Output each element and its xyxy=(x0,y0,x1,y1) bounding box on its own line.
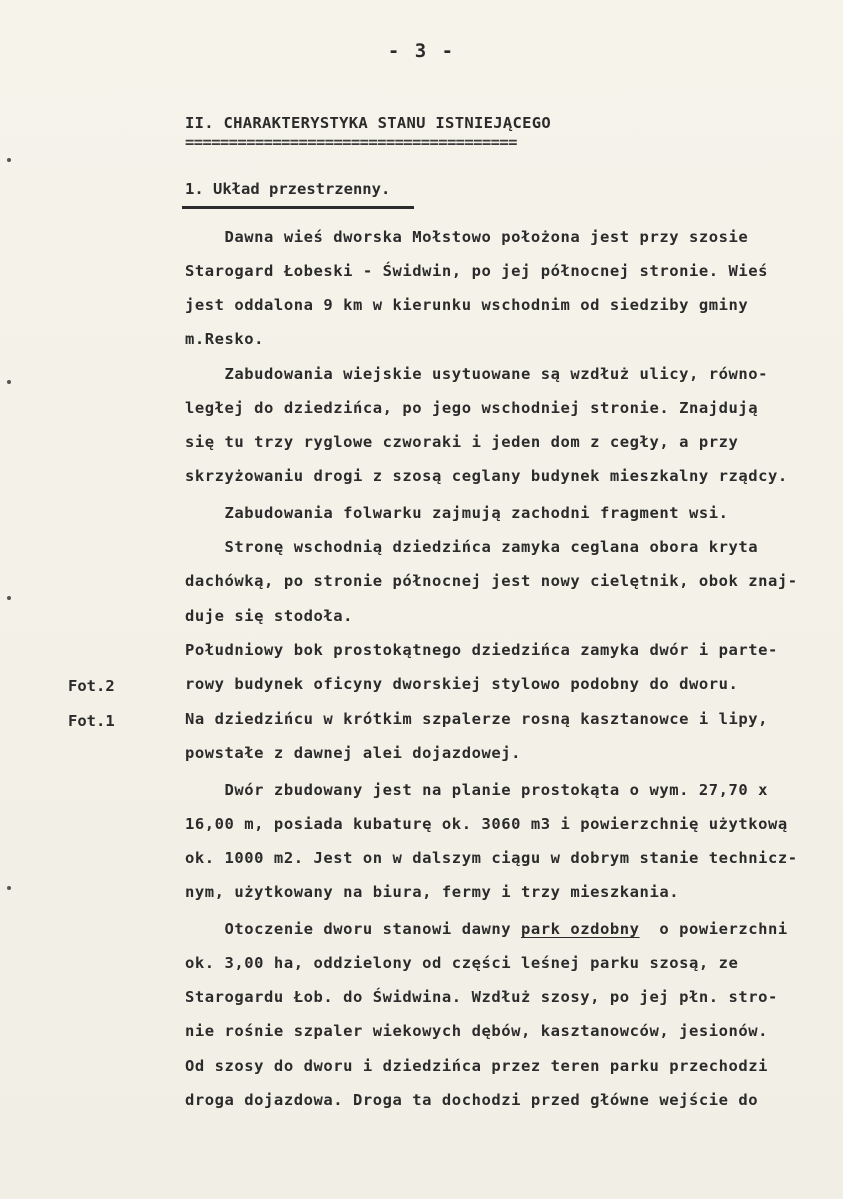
text-line: 16,00 m, posiada kubaturę ok. 3060 m3 i powierzchnię użytkową xyxy=(185,815,788,833)
text-line: skrzyżowaniu drogi z szosą ceglany budynek mieszkalny rządcy. xyxy=(185,467,788,485)
text-line: rowy budynek oficyny dworskiej stylowo podobny do dworu. xyxy=(185,675,739,693)
text-line: Zabudowania wiejskie usytuowane są wzdłuż ulicy, równo- xyxy=(185,365,769,383)
text-line: droga dojazdowa. Droga ta dochodzi przed główne wejście do xyxy=(185,1091,759,1109)
binding-hole-mark xyxy=(7,886,11,890)
text-line: powstałe z dawnej alei dojazdowej. xyxy=(185,744,521,762)
text-line: Od szosy do dworu i dziedzińca przez teren parku przechodzi xyxy=(185,1057,769,1075)
text-line xyxy=(185,919,825,939)
heading-double-rule: ====================================== xyxy=(185,133,517,151)
text-line: nym, użytkowany na biura, fermy i trzy mieszkania. xyxy=(185,883,680,901)
text-line: Dawna wieś dworska Mołstowo położona jest przy szosie xyxy=(185,228,749,246)
text-line: dachówką, po stronie północnej jest nowy cielętnik, obok znaj- xyxy=(185,572,798,590)
text-line: ok. 1000 m2. Jest on w dalszym ciągu w dobrym stanie technicz- xyxy=(185,849,798,867)
text-line: ok. 3,00 ha, oddzielony od części leśnej parku szosą, ze xyxy=(185,954,739,972)
text-line: nie rośnie szpaler wiekowych dębów, kasztanowców, jesionów. xyxy=(185,1022,769,1040)
margin-note-fot1: Fot.1 xyxy=(68,712,115,730)
text-line: Starogard Łobeski - Świdwin, po jej północnej stronie. Wieś xyxy=(185,262,769,280)
text-line: Starogardu Łob. do Świdwina. Wzdłuż szosy, po jej płn. stro- xyxy=(185,988,778,1006)
underlined-term: park ozdobny xyxy=(520,920,640,938)
text-segment: Otoczenie dworu stanowi dawny xyxy=(185,920,521,938)
page-number: - 3 - xyxy=(387,40,456,62)
margin-note-fot2: Fot.2 xyxy=(68,677,115,695)
text-line: ległej do dziedzińca, po jego wschodniej stronie. Znajdują xyxy=(185,399,759,417)
text-line: Dwór zbudowany jest na planie prostokąta o wym. 27,70 x xyxy=(185,781,769,799)
text-line: się tu trzy ryglowe czworaki i jeden dom z cegły, a przy xyxy=(185,433,739,451)
text-line: jest oddalona 9 km w kierunku wschodnim od siedziby gminy xyxy=(185,296,749,314)
text-line: Stronę wschodnią dziedzińca zamyka ceglana obora kryta xyxy=(185,538,759,556)
text-line: Południowy bok prostokątnego dziedzińca zamyka dwór i parte- xyxy=(185,641,778,659)
text-segment: o powierzchni xyxy=(639,920,788,938)
binding-hole-mark xyxy=(7,596,11,600)
binding-hole-mark xyxy=(7,380,11,384)
text-line: duje się stodoła. xyxy=(185,607,353,625)
text-line: Na dziedzińcu w krótkim szpalerze rosną kasztanowce i lipy, xyxy=(185,710,769,728)
binding-hole-mark xyxy=(7,158,11,162)
subsection-heading: 1. Układ przestrzenny. xyxy=(185,180,391,198)
section-heading: II. CHARAKTERYSTYKA STANU ISTNIEJĄCEGO xyxy=(185,114,552,132)
text-line: m.Resko. xyxy=(185,330,265,348)
subheading-underline xyxy=(182,206,414,209)
text-line: Zabudowania folwarku zajmują zachodni fragment wsi. xyxy=(185,504,729,522)
